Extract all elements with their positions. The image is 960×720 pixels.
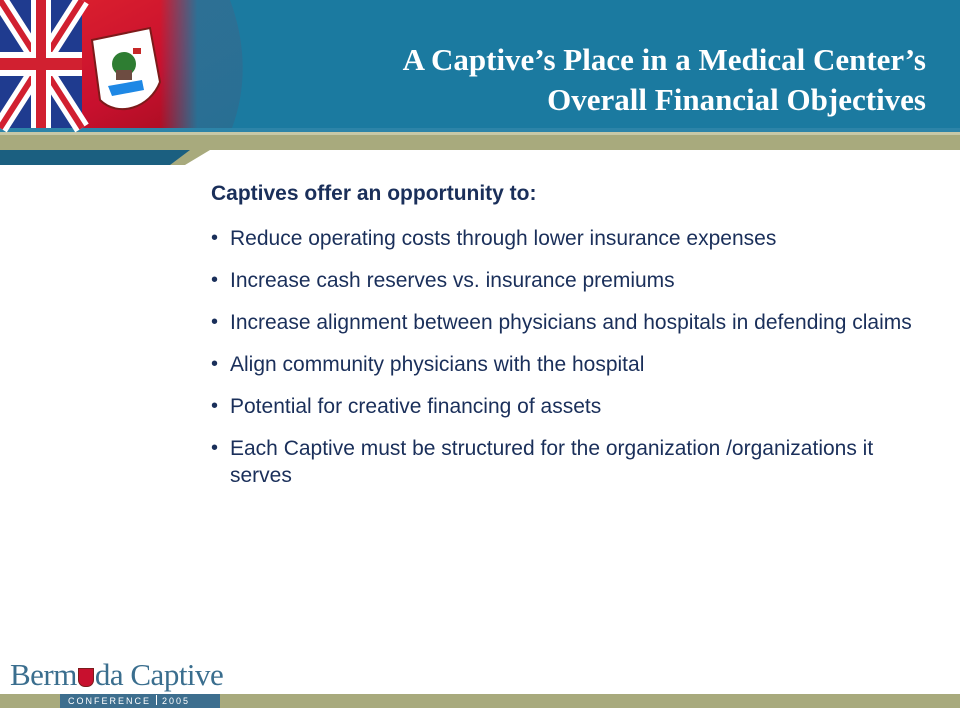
slide-body (211, 180, 931, 504)
bullet-marker: • (211, 437, 219, 459)
conference-logo (10, 657, 224, 713)
header-band (0, 0, 960, 165)
logo-sub-year: 2005 (162, 696, 191, 706)
coat-of-arms-icon (92, 28, 160, 109)
bullet-text: Each Captive must be structured for the organization /organizations it serves (230, 437, 874, 487)
bullet-item (211, 309, 931, 336)
bullet-item (211, 435, 931, 489)
logo-word-2: da Captive (94, 657, 224, 692)
bullet-text: Increase alignment between physicians and hospitals in defending claims (230, 311, 912, 334)
bullet-item (211, 351, 931, 378)
bullet-item (211, 393, 931, 420)
logo-divider (156, 695, 157, 705)
slide-title-line-2: Overall Financial Objectives (547, 82, 926, 117)
bullet-marker: • (211, 395, 219, 417)
bullet-marker: • (211, 353, 219, 375)
bullet-list (211, 225, 931, 489)
slide-title-line-1: A Captive’s Place in a Medical Center’s (402, 42, 926, 77)
bullet-item (211, 267, 931, 294)
bullet-marker: • (211, 227, 219, 249)
logo-wordmark (10, 657, 223, 693)
bullet-item (211, 225, 931, 252)
bullet-text: Increase cash reserves vs. insurance premiums (230, 269, 675, 292)
logo-word-1: Berm (10, 657, 77, 692)
bullet-text: Align community physicians with the hospital (230, 353, 645, 376)
bullet-text: Reduce operating costs through lower insurance expenses (230, 227, 777, 250)
bullet-marker: • (211, 269, 219, 291)
intro-text: Captives offer an opportunity to: (211, 182, 537, 205)
shield-icon (78, 668, 94, 687)
logo-subtitle (68, 695, 190, 706)
bullet-text: Potential for creative financing of assets (230, 395, 602, 418)
slide-title (266, 40, 926, 120)
logo-sub-conference: CONFERENCE (68, 696, 152, 706)
bullet-marker: • (211, 311, 219, 333)
